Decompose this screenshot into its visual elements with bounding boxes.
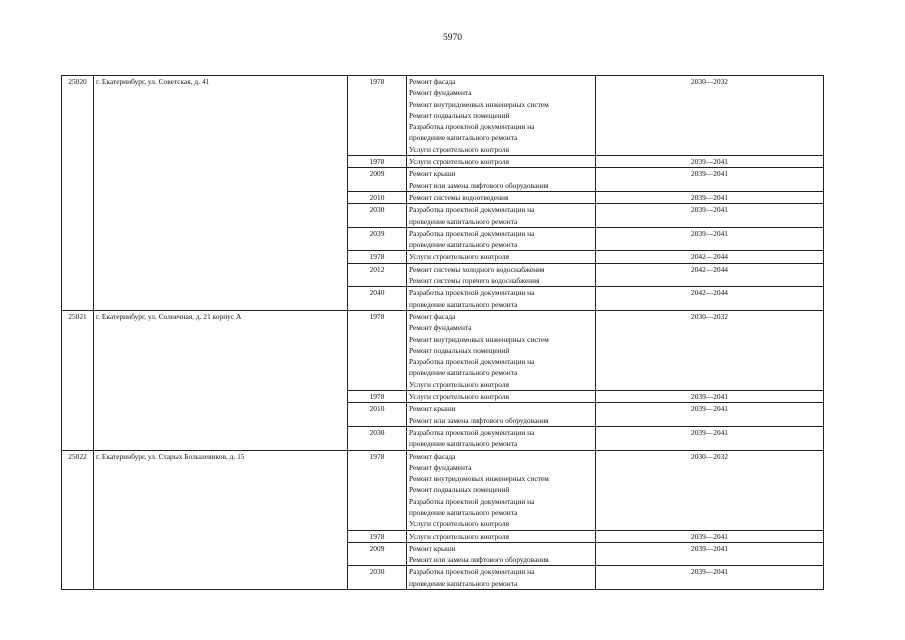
table-row xyxy=(62,76,824,156)
work-item: Ремонт фундамента xyxy=(409,323,472,333)
planned-period: 2030—2032 xyxy=(596,76,824,156)
work-types xyxy=(407,191,596,203)
work-types xyxy=(407,403,596,427)
work-item: Услуги строительного контроля xyxy=(409,519,509,529)
work-item: проведение капитального ремонта xyxy=(409,299,518,309)
work-types xyxy=(407,76,596,156)
last-repair-year: 2030 xyxy=(348,426,407,450)
planned-period: 2042—2044 xyxy=(596,287,824,311)
table-row xyxy=(62,450,824,530)
work-item: Ремонт или замена лифтового оборудования xyxy=(409,180,549,190)
work-types xyxy=(407,391,596,403)
work-item: Разработка проектной документации на xyxy=(409,357,535,367)
planned-period: 2039—2041 xyxy=(596,566,824,590)
planned-period: 2030—2032 xyxy=(596,310,824,390)
house-address: г. Екатеринбург, ул. Солнечная, д. 21 корпус А xyxy=(94,310,348,450)
work-item: Ремонт системы горячего водоснабжения xyxy=(409,276,540,286)
work-item: проведение капитального ремонта xyxy=(409,507,518,517)
work-item: Разработка проектной документации на xyxy=(409,567,535,577)
work-item: Ремонт внутридомовых инженерных систем xyxy=(409,334,549,344)
work-types xyxy=(407,566,596,590)
work-types xyxy=(407,227,596,251)
work-types xyxy=(407,168,596,192)
planned-period: 2039—2041 xyxy=(596,191,824,203)
work-types xyxy=(407,426,596,450)
work-item: Ремонт или замена лифтового оборудования xyxy=(409,415,549,425)
work-item: проведение капитального ремонта xyxy=(409,216,518,226)
last-repair-year: 2039 xyxy=(348,227,407,251)
work-types xyxy=(407,530,596,542)
planned-period: 2039—2041 xyxy=(596,426,824,450)
repair-schedule-table xyxy=(61,75,824,590)
last-repair-year: 1978 xyxy=(348,530,407,542)
work-item: Ремонт системы холодного водоснабжения xyxy=(409,264,545,274)
last-repair-year: 1978 xyxy=(348,251,407,263)
page-number: 5970 xyxy=(443,33,462,43)
last-repair-year: 2009 xyxy=(348,542,407,566)
last-repair-year: 1978 xyxy=(348,450,407,530)
planned-period: 2039—2041 xyxy=(596,403,824,427)
work-item: Ремонт крыши xyxy=(409,169,456,179)
work-item: Ремонт фундамента xyxy=(409,462,472,472)
last-repair-year: 1978 xyxy=(348,310,407,390)
last-repair-year: 2030 xyxy=(348,204,407,228)
work-types xyxy=(407,310,596,390)
work-item: Услуги строительного контроля xyxy=(409,157,509,167)
work-item: Услуги строительного контроля xyxy=(409,392,509,402)
last-repair-year: 2040 xyxy=(348,287,407,311)
work-item: Ремонт фундамента xyxy=(409,88,472,98)
work-types xyxy=(407,156,596,168)
planned-period: 2039—2041 xyxy=(596,227,824,251)
last-repair-year: 1978 xyxy=(348,156,407,168)
planned-period: 2039—2041 xyxy=(596,156,824,168)
work-item: Разработка проектной документации на xyxy=(409,496,535,506)
planned-period: 2039—2041 xyxy=(596,391,824,403)
work-item: Ремонт подвальных помещений xyxy=(409,345,510,355)
work-types xyxy=(407,542,596,566)
work-item: проведение капитального ремонта xyxy=(409,439,518,449)
work-item: Ремонт подвальных помещений xyxy=(409,110,510,120)
work-item: Ремонт крыши xyxy=(409,543,456,553)
last-repair-year: 2009 xyxy=(348,168,407,192)
work-types xyxy=(407,204,596,228)
work-item: Ремонт системы водоотведения xyxy=(409,192,509,202)
last-repair-year: 1978 xyxy=(348,76,407,156)
work-item: проведение капитального ремонта xyxy=(409,368,518,378)
work-item: проведение капитального ремонта xyxy=(409,133,518,143)
last-repair-year: 2010 xyxy=(348,403,407,427)
planned-period: 2042—2044 xyxy=(596,251,824,263)
planned-period: 2030—2032 xyxy=(596,450,824,530)
work-item: Ремонт внутридомовых инженерных систем xyxy=(409,474,549,484)
work-item: Ремонт подвальных помещений xyxy=(409,485,510,495)
last-repair-year: 1978 xyxy=(348,391,407,403)
work-types xyxy=(407,450,596,530)
work-item: Разработка проектной документации на xyxy=(409,205,535,215)
last-repair-year: 2010 xyxy=(348,191,407,203)
house-address: г. Екатеринбург, ул. Старых Большевиков, д. 15 xyxy=(94,450,348,590)
work-item: проведение капитального ремонта xyxy=(409,240,518,250)
work-types xyxy=(407,263,596,287)
work-item: Услуги строительного контроля xyxy=(409,531,509,541)
repair-schedule-body xyxy=(62,76,824,590)
work-item: Разработка проектной документации на xyxy=(409,288,535,298)
last-repair-year: 2030 xyxy=(348,566,407,590)
last-repair-year: 2012 xyxy=(348,263,407,287)
planned-period: 2039—2041 xyxy=(596,530,824,542)
work-item: Разработка проектной документации на xyxy=(409,122,535,132)
planned-period: 2042—2044 xyxy=(596,263,824,287)
work-types xyxy=(407,251,596,263)
work-item: Ремонт крыши xyxy=(409,404,456,414)
work-item: Ремонт внутридомовых инженерных систем xyxy=(409,99,549,109)
work-item: Разработка проектной документации на xyxy=(409,427,535,437)
work-item: Услуги строительного контроля xyxy=(409,144,509,154)
work-types xyxy=(407,287,596,311)
house-number: 25022 xyxy=(62,450,94,590)
work-item: Ремонт фасада xyxy=(409,311,456,321)
planned-period: 2039—2041 xyxy=(596,204,824,228)
house-number: 25021 xyxy=(62,310,94,450)
work-item: Ремонт фасада xyxy=(409,77,456,86)
table-row xyxy=(62,310,824,390)
planned-period: 2039—2041 xyxy=(596,542,824,566)
work-item: Разработка проектной документации на xyxy=(409,228,535,238)
work-item: Услуги строительного контроля xyxy=(409,379,509,389)
work-item: проведение капитального ремонта xyxy=(409,578,518,588)
work-item: Ремонт или замена лифтового оборудования xyxy=(409,555,549,565)
house-number: 25020 xyxy=(62,76,94,311)
work-item: Ремонт фасада xyxy=(409,451,456,461)
house-address: г. Екатеринбург, ул. Советская, д. 41 xyxy=(94,76,348,311)
planned-period: 2039—2041 xyxy=(596,168,824,192)
work-item: Услуги строительного контроля xyxy=(409,252,509,262)
